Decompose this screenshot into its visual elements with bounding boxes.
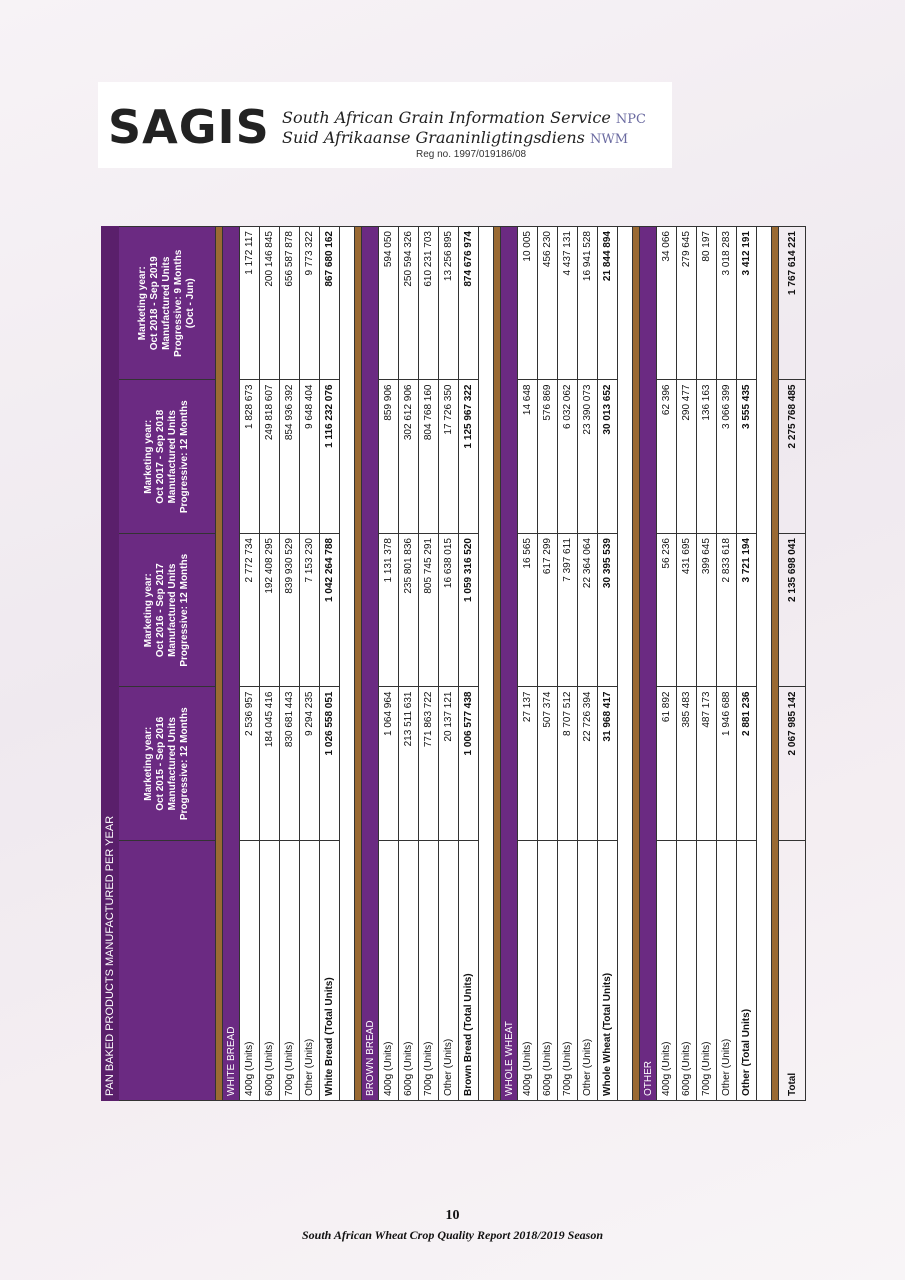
table-title: PAN BAKED PRODUCTS MANUFACTURED PER YEAR [102, 227, 119, 1101]
column-header-line: Manufactured Units [167, 563, 178, 657]
grand-total-label: Total [779, 841, 806, 1101]
brown-divider-row [772, 227, 779, 1101]
grand-total-row [779, 227, 806, 1101]
total-value: 874 676 974 [459, 227, 479, 381]
row-value: 7 153 230 [300, 534, 320, 688]
row-value: 9 294 235 [300, 687, 320, 841]
row-label: 400g (Units) [379, 841, 399, 1101]
pan-baked-products-table [101, 226, 806, 1101]
row-value: 13 256 895 [439, 227, 459, 381]
table-row [677, 227, 697, 1101]
row-value: 16 565 [518, 534, 538, 688]
total-value: 21 844 894 [598, 227, 618, 381]
row-value: 576 869 [538, 380, 558, 534]
row-value: 22 364 064 [578, 534, 598, 688]
column-header-line: Progressive: 12 Months [179, 707, 190, 821]
table-row [260, 227, 280, 1101]
row-value: 771 863 722 [419, 687, 439, 841]
table-row [578, 227, 598, 1101]
logo-name-english: South African Grain Information Service NPC [282, 108, 646, 127]
total-value: 3 412 191 [737, 227, 757, 381]
column-header [119, 687, 216, 841]
row-value: 10 005 [518, 227, 538, 381]
table-row [538, 227, 558, 1101]
grand-total-value: 2 067 985 142 [779, 687, 806, 841]
table-row [240, 227, 260, 1101]
row-value: 805 745 291 [419, 534, 439, 688]
row-label: 600g (Units) [677, 841, 697, 1101]
row-value: 250 594 326 [399, 227, 419, 381]
row-value: 3 066 399 [717, 380, 737, 534]
row-value: 27 137 [518, 687, 538, 841]
row-value: 23 390 073 [578, 380, 598, 534]
section-total-row [320, 227, 340, 1101]
row-label: Other (Units) [578, 841, 598, 1101]
row-value: 3 018 283 [717, 227, 737, 381]
row-value: 804 768 160 [419, 380, 439, 534]
row-value: 7 397 611 [558, 534, 578, 688]
row-value: 4 437 131 [558, 227, 578, 381]
column-header-line: Manufactured Units [167, 410, 178, 504]
page-number: 10 [445, 1208, 460, 1223]
column-header-line: Oct 2016 - Sep 2017 [155, 563, 166, 658]
column-header-line: Oct 2018 - Sep 2019 [149, 256, 160, 351]
brown-divider [216, 227, 223, 1101]
table-row [657, 227, 677, 1101]
brown-divider-row [494, 227, 501, 1101]
row-value: 6 032 062 [558, 380, 578, 534]
row-value: 594 050 [379, 227, 399, 381]
row-value: 34 066 [657, 227, 677, 381]
row-value: 610 231 703 [419, 227, 439, 381]
row-value: 1 064 964 [379, 687, 399, 841]
total-value: 1 059 316 520 [459, 534, 479, 688]
row-value: 302 612 906 [399, 380, 419, 534]
row-label: Other (Units) [717, 841, 737, 1101]
column-header-line: Progressive: 12 Months [179, 400, 190, 514]
row-value: 20 137 121 [439, 687, 459, 841]
row-label: 600g (Units) [399, 841, 419, 1101]
footer-text: South African Wheat Crop Quality Report 2018/2019 Season [301, 1228, 604, 1242]
row-label: 400g (Units) [518, 841, 538, 1101]
row-value: 235 801 836 [399, 534, 419, 688]
row-label: 700g (Units) [558, 841, 578, 1101]
total-label: Other (Total Units) [737, 841, 757, 1101]
row-label: Other (Units) [439, 841, 459, 1101]
row-value: 1 131 378 [379, 534, 399, 688]
spacer-cell [340, 227, 355, 1101]
row-value: 290 477 [677, 380, 697, 534]
section-header-row [223, 227, 240, 1101]
row-label: 700g (Units) [280, 841, 300, 1101]
table-row [399, 227, 419, 1101]
brown-divider [494, 227, 501, 1101]
table-header-row [119, 227, 216, 1101]
row-value: 184 045 416 [260, 687, 280, 841]
total-value: 1 006 577 438 [459, 687, 479, 841]
table-row [419, 227, 439, 1101]
spacer-cell [757, 227, 772, 1101]
row-value: 80 197 [697, 227, 717, 381]
column-header-line: Oct 2015 - Sep 2016 [155, 716, 166, 811]
section-name: WHOLE WHEAT [501, 227, 518, 1101]
column-header-line: Manufactured Units [161, 256, 172, 350]
row-value: 62 396 [657, 380, 677, 534]
table-title-row [102, 227, 119, 1101]
total-value: 31 968 417 [598, 687, 618, 841]
row-value: 431 695 [677, 534, 697, 688]
brown-divider [633, 227, 640, 1101]
row-value: 9 773 322 [300, 227, 320, 381]
table-row [439, 227, 459, 1101]
section-name: WHITE BREAD [223, 227, 240, 1101]
brown-divider-row [355, 227, 362, 1101]
row-value: 14 648 [518, 380, 538, 534]
header-blank [119, 841, 216, 1101]
table-page [101, 227, 798, 1101]
total-value: 2 881 236 [737, 687, 757, 841]
row-value: 487 173 [697, 687, 717, 841]
total-label: Whole Wheat (Total Units) [598, 841, 618, 1101]
spacer-row [618, 227, 633, 1101]
total-label: Brown Bread (Total Units) [459, 841, 479, 1101]
brown-divider [772, 227, 779, 1101]
row-value: 385 483 [677, 687, 697, 841]
row-value: 1 828 673 [240, 380, 260, 534]
row-value: 22 726 394 [578, 687, 598, 841]
column-header-line: Progressive: 12 Months [179, 553, 190, 667]
row-value: 279 645 [677, 227, 697, 381]
section-total-row [737, 227, 757, 1101]
table-row [558, 227, 578, 1101]
total-value: 1 116 232 076 [320, 380, 340, 534]
section-name: BROWN BREAD [362, 227, 379, 1101]
row-value: 56 236 [657, 534, 677, 688]
row-value: 859 906 [379, 380, 399, 534]
row-value: 839 930 529 [280, 534, 300, 688]
column-header-line: Progressive: 9 Months [173, 249, 184, 357]
column-header-line: Oct 2017 - Sep 2018 [155, 409, 166, 504]
spacer-cell [618, 227, 633, 1101]
row-value: 2 772 734 [240, 534, 260, 688]
row-label: 400g (Units) [240, 841, 260, 1101]
column-header-line: Manufactured Units [167, 717, 178, 811]
row-label: 600g (Units) [538, 841, 558, 1101]
row-value: 213 511 631 [399, 687, 419, 841]
section-header-row [640, 227, 657, 1101]
table-row [717, 227, 737, 1101]
row-label: 600g (Units) [260, 841, 280, 1101]
total-label: White Bread (Total Units) [320, 841, 340, 1101]
row-label: 700g (Units) [697, 841, 717, 1101]
brown-divider-row [633, 227, 640, 1101]
row-value: 2 536 957 [240, 687, 260, 841]
total-value: 30 013 652 [598, 380, 618, 534]
row-value: 61 892 [657, 687, 677, 841]
total-value: 30 395 539 [598, 534, 618, 688]
row-label: 400g (Units) [657, 841, 677, 1101]
spacer-cell [479, 227, 494, 1101]
row-value: 16 941 528 [578, 227, 598, 381]
column-header-line: Marketing year: [143, 573, 154, 648]
section-total-row [598, 227, 618, 1101]
row-value: 192 408 295 [260, 534, 280, 688]
column-header-line: Marketing year: [143, 419, 154, 494]
brown-divider [355, 227, 362, 1101]
total-value: 3 721 194 [737, 534, 757, 688]
row-value: 830 681 443 [280, 687, 300, 841]
spacer-row [479, 227, 494, 1101]
logo-name-afrikaans: Suid Afrikaanse Graaninligtingsdiens NWM [282, 128, 629, 147]
logo-wordmark: SAGIS [108, 100, 270, 154]
total-value: 867 680 162 [320, 227, 340, 381]
total-value: 1 042 264 788 [320, 534, 340, 688]
sagis-logo [98, 82, 672, 168]
row-value: 16 638 015 [439, 534, 459, 688]
row-label: Other (Units) [300, 841, 320, 1101]
table-row [697, 227, 717, 1101]
total-value: 1 026 558 051 [320, 687, 340, 841]
row-value: 8 707 512 [558, 687, 578, 841]
section-name: OTHER [640, 227, 657, 1101]
row-value: 656 587 878 [280, 227, 300, 381]
column-header-line: Marketing year: [143, 726, 154, 801]
column-header [119, 380, 216, 534]
column-header [119, 227, 216, 381]
grand-total-value: 2 275 768 485 [779, 380, 806, 534]
row-value: 617 299 [538, 534, 558, 688]
table-row [300, 227, 320, 1101]
row-value: 1 946 688 [717, 687, 737, 841]
column-header-line: Marketing year: [137, 266, 148, 341]
row-value: 200 146 845 [260, 227, 280, 381]
section-total-row [459, 227, 479, 1101]
brown-divider-row [216, 227, 223, 1101]
row-value: 17 726 350 [439, 380, 459, 534]
row-value: 136 163 [697, 380, 717, 534]
section-header-row [501, 227, 518, 1101]
spacer-row [340, 227, 355, 1101]
row-value: 9 648 404 [300, 380, 320, 534]
column-header-line: (Oct - Jun) [185, 278, 196, 329]
row-label: 700g (Units) [419, 841, 439, 1101]
grand-total-value: 2 135 698 041 [779, 534, 806, 688]
row-value: 2 833 618 [717, 534, 737, 688]
column-header [119, 534, 216, 688]
row-value: 399 645 [697, 534, 717, 688]
section-header-row [362, 227, 379, 1101]
total-value: 3 555 435 [737, 380, 757, 534]
row-value: 1 172 117 [240, 227, 260, 381]
rotated-table-container [101, 227, 798, 1101]
row-value: 507 374 [538, 687, 558, 841]
row-value: 854 936 392 [280, 380, 300, 534]
row-value: 456 230 [538, 227, 558, 381]
grand-total-value: 1 767 614 221 [779, 227, 806, 381]
row-value: 249 818 607 [260, 380, 280, 534]
spacer-row [757, 227, 772, 1101]
table-row [280, 227, 300, 1101]
table-row [518, 227, 538, 1101]
table-row [379, 227, 399, 1101]
logo-registration: Reg no. 1997/019186/08 [416, 149, 527, 160]
total-value: 1 125 967 322 [459, 380, 479, 534]
